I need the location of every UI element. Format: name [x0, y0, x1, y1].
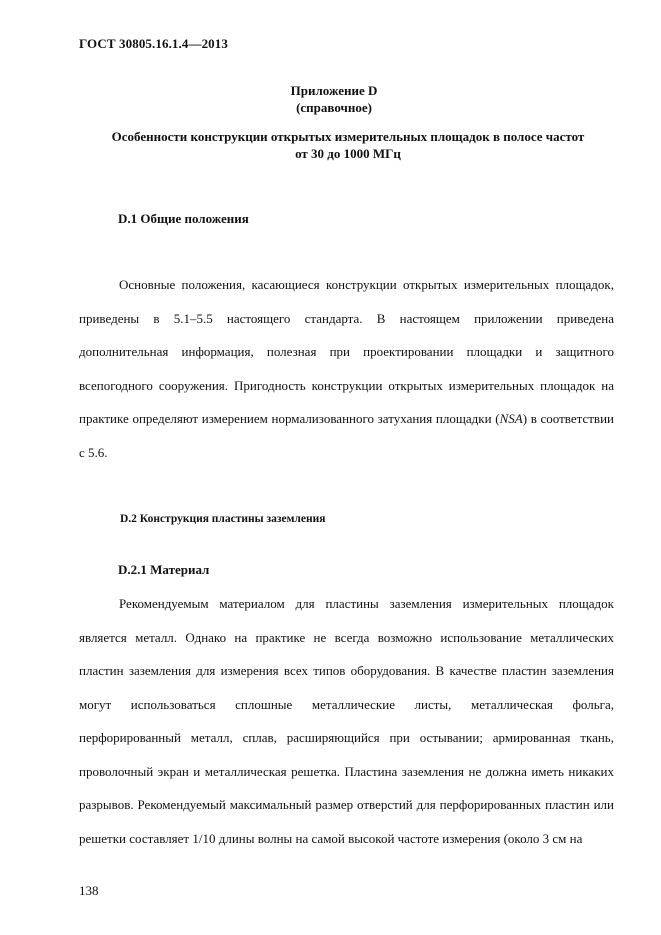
section-d2-title: D.2 Конструкция пластины заземления	[120, 513, 326, 525]
document-header: ГОСТ 30805.16.1.4—2013	[79, 36, 228, 51]
appendix-heading-line1: Особенности конструкции открытых измерительных площадок в полосе частот	[111, 129, 585, 144]
appendix-heading-line2: от 30 до 1000 МГц	[295, 146, 401, 161]
appendix-status: (справочное)	[296, 100, 372, 115]
appendix-title: Приложение D	[290, 83, 378, 98]
page-number: 138	[79, 883, 99, 898]
appendix-heading	[74, 128, 622, 162]
d1-text-part-a: Основные положения, касающиеся конструкции открытых измерительных площадок, приведены в 5.1–5.5 настоящего стандарта. В настоящем приложении приведена дополнительная информация, полезная при проектировании площадки и защитного всепогодного сооружения. Пригодность конструкции открытых измерительных площадок на практике определяют измерением нормализованного затухания площадки (	[79, 277, 614, 426]
nsa-abbreviation: NSA	[499, 411, 523, 426]
section-d21-title: D.2.1 Материал	[118, 562, 210, 577]
section-d1-paragraph	[79, 268, 614, 469]
section-d21-paragraph: Рекомендуемым материалом для пластины заземления измерительных площадок является металл. Однако на практике не всегда возможно использование металлических пластин заземления для измерения всех типов оборудования. В качестве пластин заземления могут использоваться сплошные металлические листы, металлическая фольга, перфорированный металл, сплав, расширяющийся при остывании; армированная ткань, проволочный экран и металлическая решетка. Пластина заземления не должна иметь никаких разрывов. Рекомендуемый максимальный размер отверстий для перфорированных пластин или решетки составляет 1/10 длины волны на самой высокой частоте измерения (около 3 см на	[79, 596, 614, 846]
section-d1-title: D.1 Общие положения	[118, 211, 249, 226]
d1-text-part-b: ) в соответствии с 5.6.	[79, 411, 614, 460]
